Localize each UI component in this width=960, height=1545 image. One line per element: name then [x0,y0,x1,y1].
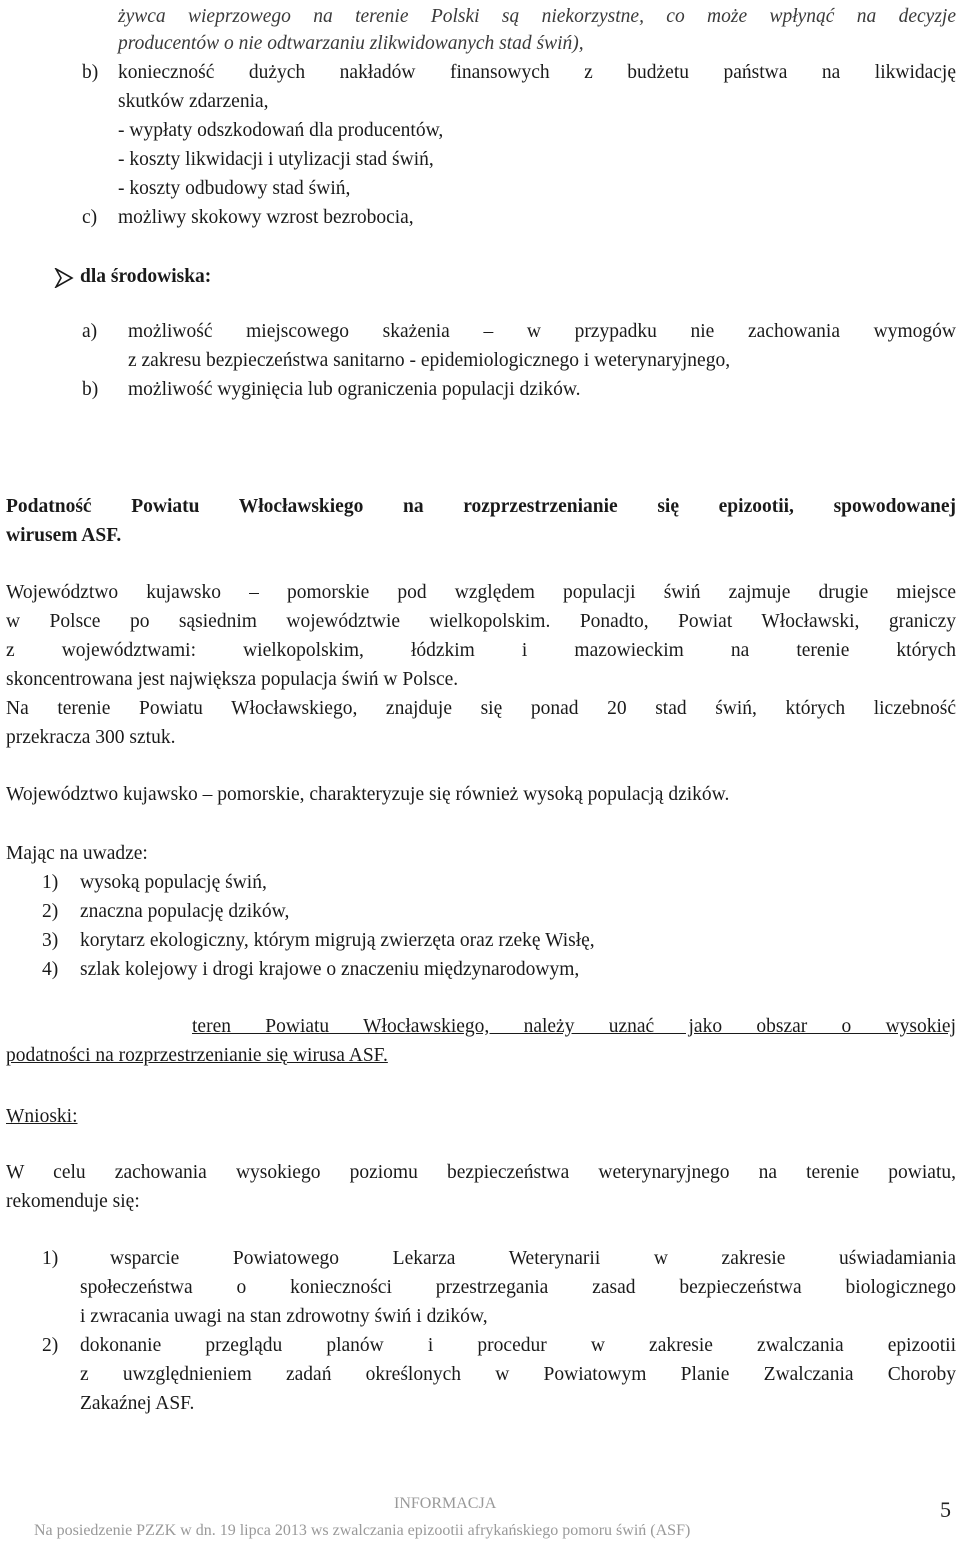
list-item: znaczna populację dzików, [80,901,290,922]
list-marker: a) [82,321,98,342]
text-line: i zwracania uwagi na stan zdrowotny świń i dzików, [80,1306,488,1327]
text-line: Województwo kujawsko – pomorskie, charakteryzuje się również wysoką populacją dzików. [6,784,730,805]
list-marker: 4) [42,959,59,980]
text-line: rekomenduje się: [6,1191,140,1212]
list-marker: 2) [42,1335,59,1356]
list-marker: 3) [42,930,59,951]
list-marker: c) [82,207,98,228]
list-marker: b) [82,62,99,83]
text-line: konieczność dużych nakładów finansowych z budżetu państwa na likwidację [118,62,956,83]
text-line: społeczeństwa o konieczności przestrzegania zasad bezpieczeństwa biologicznego [80,1277,956,1298]
text-line: skoncentrowana jest największa populacja świń w Polsce. [6,669,459,690]
text-line: przekracza 300 sztuk. [6,727,176,748]
list-marker: 2) [42,901,59,922]
text-line: Mając na uwadze: [6,843,148,864]
list-item: korytarz ekologiczny, którym migrują zwierzęta oraz rzekę Wisłę, [80,930,595,951]
list-item: wysoką populację świń, [80,872,267,893]
text-line: - wypłaty odszkodowań dla producentów, [118,120,444,141]
text-line: żywca wieprzowego na terenie Polski są niekorzystne, co może wpłynąć na decyzje [118,6,956,27]
section-title: wirusem ASF. [6,525,122,546]
page-number: 5 [940,1497,951,1522]
text-line: wsparcie Powiatowego Lekarza Weterynarii w zakresie uświadamiania [110,1248,956,1269]
text-line: w Polsce po sąsiednim województwie wielkopolskim. Ponadto, Powiat Włocławski, graniczy [6,611,956,632]
conclusion-line: podatności na rozprzestrzenianie się wirusa ASF. [6,1045,388,1066]
list-item: szlak kolejowy i drogi krajowe o znaczeniu międzynarodowym, [80,959,580,980]
text-line: skutków zdarzenia, [118,91,269,112]
text-line: dokonanie przeglądu planów i procedur w zakresie zwalczania epizootii [80,1335,956,1356]
text-line: Województwo kujawsko – pomorskie pod względem populacji świń zajmuje drugie miejsce [6,582,956,603]
text-line: Zakaźnej ASF. [80,1393,195,1414]
footer-subtitle: Na posiedzenie PZZK w dn. 19 lipca 2013 ws zwalczania epizootii afrykańskiego pomoru świń (ASF) [34,1522,691,1539]
wnioski-heading: Wnioski: [6,1106,78,1127]
conclusion-line: teren Powiatu Włocławskiego, należy uznać jako obszar o wysokiej [192,1016,956,1037]
text-line: możliwość wyginięcia lub ograniczenia populacji dzików. [128,379,581,400]
section-title: Podatność Powiatu Włocławskiego na rozprzestrzenianie się epizootii, spowodowanej [6,496,956,517]
text-line: z zakresu bezpieczeństwa sanitarno - epidemiologicznego i weterynaryjnego, [128,350,731,371]
text-line: - koszty likwidacji i utylizacji stad świń, [118,149,434,170]
text-line: z uwzględnieniem zadań określonych w Powiatowym Planie Zwalczania Choroby [80,1364,956,1385]
section-heading: dla środowiska: [80,266,212,287]
text-line: producentów o nie odtwarzaniu zlikwidowanych stad świń), [118,33,584,54]
list-marker: b) [82,379,99,400]
arrow-bullet-icon [54,268,76,288]
list-marker: 1) [42,1248,59,1269]
text-line: - koszty odbudowy stad świń, [118,178,351,199]
text-line: z województwami: wielkopolskim, łódzkim i mazowieckim na terenie których [6,640,956,661]
text-line: możliwy skokowy wzrost bezrobocia, [118,207,414,228]
list-marker: 1) [42,872,59,893]
text-line: Na terenie Powiatu Włocławskiego, znajduje się ponad 20 stad świń, których liczebność [6,698,956,719]
footer-title: INFORMACJA [394,1495,497,1512]
text-line: możliwość miejscowego skażenia – w przypadku nie zachowania wymogów [128,321,956,342]
text-line: W celu zachowania wysokiego poziomu bezpieczeństwa weterynaryjnego na terenie powiatu, [6,1162,956,1183]
